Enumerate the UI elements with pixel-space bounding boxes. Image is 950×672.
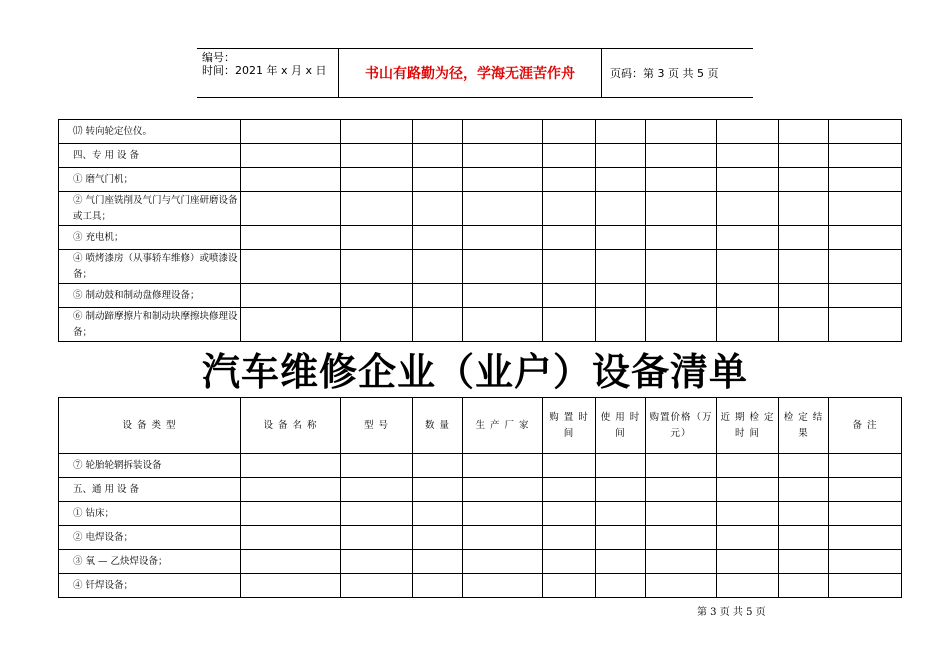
header-meta bbox=[197, 49, 339, 97]
empty-cell bbox=[717, 454, 779, 478]
equipment-type-cell: ⒄ 转向轮定位仪。 bbox=[59, 120, 241, 144]
empty-cell bbox=[241, 478, 341, 502]
empty-cell bbox=[717, 502, 779, 526]
empty-cell bbox=[463, 526, 543, 550]
empty-cell bbox=[341, 454, 413, 478]
equipment-type-cell: ① 磨气门机； bbox=[59, 168, 241, 192]
equipment-type-cell: ⑤ 制动鼓和制动盘修理设备； bbox=[59, 284, 241, 308]
empty-cell bbox=[779, 144, 829, 168]
empty-cell bbox=[543, 144, 596, 168]
empty-cell bbox=[543, 502, 596, 526]
table-row bbox=[59, 250, 902, 284]
empty-cell bbox=[413, 250, 463, 284]
empty-cell bbox=[646, 192, 717, 226]
table-row bbox=[59, 308, 902, 342]
empty-cell bbox=[646, 284, 717, 308]
empty-cell bbox=[413, 168, 463, 192]
empty-cell bbox=[543, 550, 596, 574]
empty-cell bbox=[413, 550, 463, 574]
empty-cell bbox=[241, 284, 341, 308]
equipment-type-cell: 四、专 用 设 备 bbox=[59, 144, 241, 168]
equipment-type-cell: ② 电焊设备； bbox=[59, 526, 241, 550]
empty-cell bbox=[717, 550, 779, 574]
equipment-type-cell: ③ 氧 — 乙炔焊设备； bbox=[59, 550, 241, 574]
empty-cell bbox=[829, 574, 902, 598]
table-row bbox=[59, 192, 902, 226]
column-header: 使 用 时 间 bbox=[596, 398, 646, 454]
empty-cell bbox=[717, 226, 779, 250]
empty-cell bbox=[596, 120, 646, 144]
empty-cell bbox=[596, 526, 646, 550]
empty-cell bbox=[779, 250, 829, 284]
empty-cell bbox=[717, 120, 779, 144]
empty-cell bbox=[341, 550, 413, 574]
empty-cell bbox=[717, 284, 779, 308]
empty-cell bbox=[646, 144, 717, 168]
empty-cell bbox=[543, 308, 596, 342]
empty-cell bbox=[779, 478, 829, 502]
empty-cell bbox=[341, 284, 413, 308]
empty-cell bbox=[543, 478, 596, 502]
empty-cell bbox=[829, 120, 902, 144]
empty-cell bbox=[779, 502, 829, 526]
column-header: 型 号 bbox=[341, 398, 413, 454]
empty-cell bbox=[717, 192, 779, 226]
empty-cell bbox=[596, 574, 646, 598]
empty-cell bbox=[829, 308, 902, 342]
empty-cell bbox=[463, 168, 543, 192]
empty-cell bbox=[779, 192, 829, 226]
page-header bbox=[197, 48, 753, 98]
empty-cell bbox=[596, 550, 646, 574]
header-page-number: 页码：第 3 页 共 5 页 bbox=[610, 67, 719, 80]
empty-cell bbox=[543, 454, 596, 478]
empty-cell bbox=[717, 144, 779, 168]
empty-cell bbox=[413, 308, 463, 342]
empty-cell bbox=[463, 284, 543, 308]
empty-cell bbox=[717, 168, 779, 192]
empty-cell bbox=[543, 526, 596, 550]
column-header: 购置价格（万元） bbox=[646, 398, 717, 454]
column-header: 生 产 厂 家 bbox=[463, 398, 543, 454]
empty-cell bbox=[463, 550, 543, 574]
table-row bbox=[59, 454, 902, 478]
empty-cell bbox=[413, 502, 463, 526]
table-row bbox=[59, 550, 902, 574]
empty-cell bbox=[413, 526, 463, 550]
empty-cell bbox=[596, 192, 646, 226]
empty-cell bbox=[596, 168, 646, 192]
column-header: 备 注 bbox=[829, 398, 902, 454]
equipment-table-continued bbox=[58, 119, 902, 342]
empty-cell bbox=[596, 454, 646, 478]
empty-cell bbox=[596, 502, 646, 526]
empty-cell bbox=[829, 284, 902, 308]
empty-cell bbox=[341, 168, 413, 192]
empty-cell bbox=[596, 478, 646, 502]
column-header: 检 定 结 果 bbox=[779, 398, 829, 454]
empty-cell bbox=[646, 550, 717, 574]
empty-cell bbox=[646, 478, 717, 502]
empty-cell bbox=[646, 308, 717, 342]
empty-cell bbox=[241, 574, 341, 598]
empty-cell bbox=[596, 308, 646, 342]
empty-cell bbox=[413, 454, 463, 478]
equipment-type-cell: ② 气门座铣削及气门与气门座研磨设备或工具； bbox=[59, 192, 241, 226]
empty-cell bbox=[596, 284, 646, 308]
empty-cell bbox=[241, 192, 341, 226]
column-header: 设 备 类 型 bbox=[59, 398, 241, 454]
column-header: 设 备 名 称 bbox=[241, 398, 341, 454]
empty-cell bbox=[241, 168, 341, 192]
empty-cell bbox=[829, 192, 902, 226]
table-row bbox=[59, 284, 902, 308]
empty-cell bbox=[241, 550, 341, 574]
equipment-table bbox=[58, 397, 902, 598]
empty-cell bbox=[413, 192, 463, 226]
empty-cell bbox=[779, 550, 829, 574]
empty-cell bbox=[779, 454, 829, 478]
document-title: 汽车维修企业（业户）设备清单 bbox=[201, 350, 748, 394]
empty-cell bbox=[463, 574, 543, 598]
table-row bbox=[59, 478, 902, 502]
table-header-row bbox=[59, 398, 902, 454]
equipment-type-cell: ⑦ 轮胎轮辋拆装设备 bbox=[59, 454, 241, 478]
empty-cell bbox=[463, 478, 543, 502]
column-header: 数 量 bbox=[413, 398, 463, 454]
empty-cell bbox=[646, 250, 717, 284]
empty-cell bbox=[413, 574, 463, 598]
empty-cell bbox=[413, 144, 463, 168]
empty-cell bbox=[463, 192, 543, 226]
empty-cell bbox=[829, 226, 902, 250]
empty-cell bbox=[341, 308, 413, 342]
empty-cell bbox=[341, 192, 413, 226]
empty-cell bbox=[241, 144, 341, 168]
empty-cell bbox=[717, 250, 779, 284]
table-row bbox=[59, 144, 902, 168]
empty-cell bbox=[596, 226, 646, 250]
column-header: 近 期 检 定 时 间 bbox=[717, 398, 779, 454]
empty-cell bbox=[241, 250, 341, 284]
empty-cell bbox=[829, 168, 902, 192]
empty-cell bbox=[543, 574, 596, 598]
empty-cell bbox=[779, 308, 829, 342]
empty-cell bbox=[463, 454, 543, 478]
empty-cell bbox=[646, 502, 717, 526]
empty-cell bbox=[717, 574, 779, 598]
empty-cell bbox=[413, 478, 463, 502]
document-time-label: 时间：2021 年 x 月 x 日 bbox=[202, 64, 327, 77]
table-row bbox=[59, 526, 902, 550]
empty-cell bbox=[779, 574, 829, 598]
empty-cell bbox=[779, 168, 829, 192]
equipment-type-cell: ④ 喷烤漆房（从事轿车维修）或喷漆设备； bbox=[59, 250, 241, 284]
empty-cell bbox=[341, 120, 413, 144]
empty-cell bbox=[829, 250, 902, 284]
empty-cell bbox=[241, 526, 341, 550]
table-row bbox=[59, 502, 902, 526]
empty-cell bbox=[779, 526, 829, 550]
table-row bbox=[59, 168, 902, 192]
empty-cell bbox=[341, 250, 413, 284]
empty-cell bbox=[543, 226, 596, 250]
empty-cell bbox=[543, 168, 596, 192]
empty-cell bbox=[241, 502, 341, 526]
header-motto: 书山有路勤为径，学海无涯苦作舟 bbox=[339, 49, 602, 97]
table-row bbox=[59, 574, 902, 598]
empty-cell bbox=[717, 308, 779, 342]
equipment-type-cell: ⑥ 制动蹄摩擦片和制动块摩擦块修理设备； bbox=[59, 308, 241, 342]
empty-cell bbox=[596, 144, 646, 168]
equipment-type-cell: 五、通 用 设 备 bbox=[59, 478, 241, 502]
empty-cell bbox=[241, 454, 341, 478]
empty-cell bbox=[646, 168, 717, 192]
equipment-type-cell: ① 钻床； bbox=[59, 502, 241, 526]
empty-cell bbox=[463, 250, 543, 284]
empty-cell bbox=[646, 526, 717, 550]
empty-cell bbox=[413, 120, 463, 144]
empty-cell bbox=[829, 454, 902, 478]
table-row bbox=[59, 120, 902, 144]
empty-cell bbox=[543, 120, 596, 144]
table-row bbox=[59, 226, 902, 250]
empty-cell bbox=[646, 120, 717, 144]
empty-cell bbox=[829, 144, 902, 168]
empty-cell bbox=[241, 308, 341, 342]
empty-cell bbox=[829, 526, 902, 550]
empty-cell bbox=[543, 250, 596, 284]
empty-cell bbox=[646, 454, 717, 478]
document-number-label: 编号： bbox=[202, 51, 235, 64]
empty-cell bbox=[341, 226, 413, 250]
empty-cell bbox=[829, 550, 902, 574]
empty-cell bbox=[829, 502, 902, 526]
empty-cell bbox=[779, 120, 829, 144]
empty-cell bbox=[341, 526, 413, 550]
empty-cell bbox=[463, 144, 543, 168]
empty-cell bbox=[341, 574, 413, 598]
empty-cell bbox=[646, 226, 717, 250]
empty-cell bbox=[779, 284, 829, 308]
empty-cell bbox=[463, 308, 543, 342]
empty-cell bbox=[779, 226, 829, 250]
empty-cell bbox=[543, 284, 596, 308]
empty-cell bbox=[717, 526, 779, 550]
empty-cell bbox=[341, 478, 413, 502]
equipment-type-cell: ④ 钎焊设备； bbox=[59, 574, 241, 598]
empty-cell bbox=[596, 250, 646, 284]
empty-cell bbox=[463, 502, 543, 526]
empty-cell bbox=[341, 502, 413, 526]
empty-cell bbox=[413, 284, 463, 308]
equipment-type-cell: ③ 充电机； bbox=[59, 226, 241, 250]
empty-cell bbox=[241, 120, 341, 144]
column-header: 购 置 时 间 bbox=[543, 398, 596, 454]
page-footer: 第 3 页 共 5 页 bbox=[697, 607, 766, 618]
empty-cell bbox=[341, 144, 413, 168]
empty-cell bbox=[463, 120, 543, 144]
empty-cell bbox=[463, 226, 543, 250]
empty-cell bbox=[543, 192, 596, 226]
empty-cell bbox=[413, 226, 463, 250]
empty-cell bbox=[646, 574, 717, 598]
empty-cell bbox=[717, 478, 779, 502]
empty-cell bbox=[829, 478, 902, 502]
empty-cell bbox=[241, 226, 341, 250]
